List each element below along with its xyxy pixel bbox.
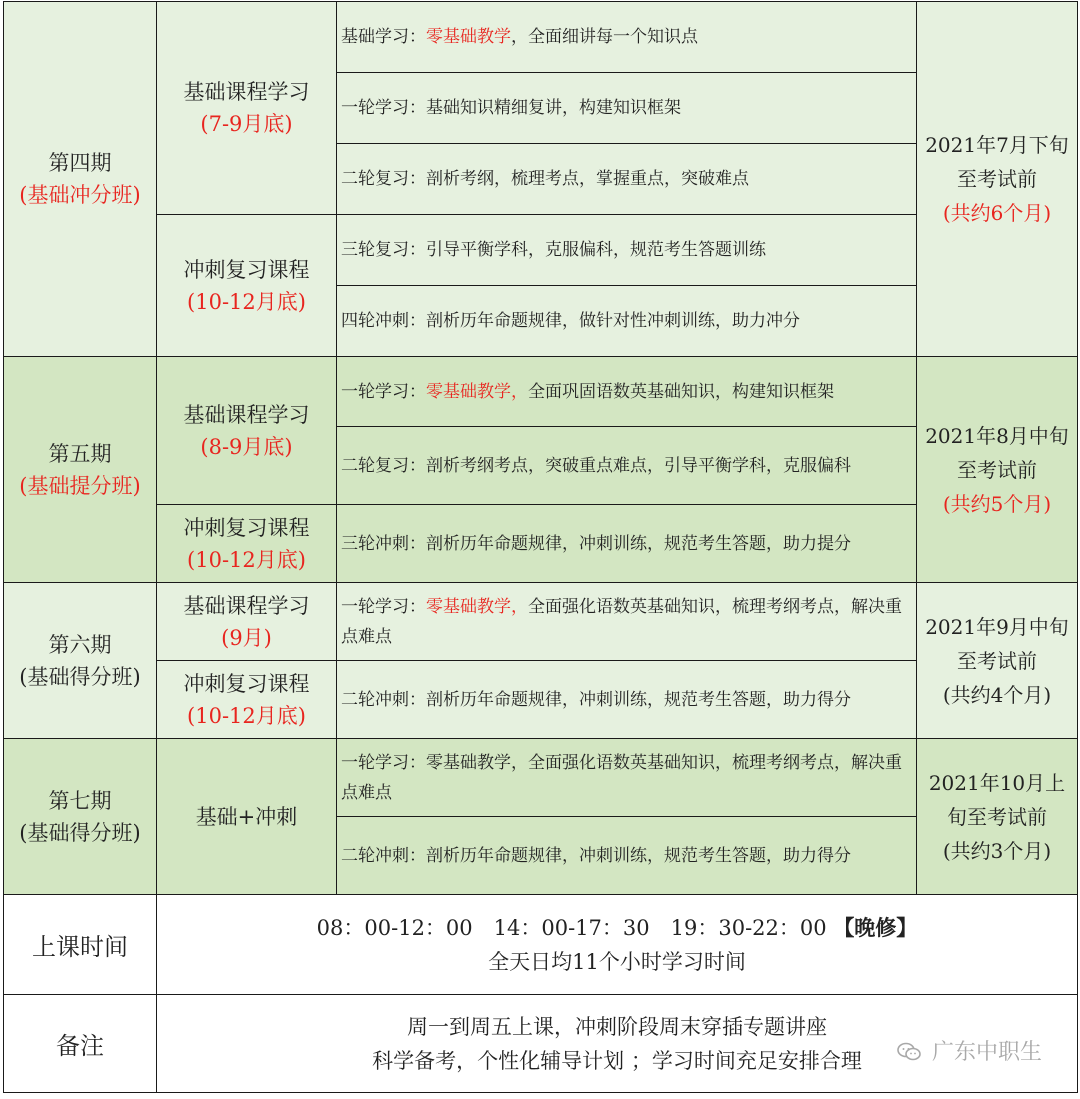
period-4-type: (基础冲分班) <box>19 183 141 207</box>
course-label: 基础课程学习 <box>183 402 310 427</box>
time-start: 2021年8月中旬 <box>925 423 1069 448</box>
time-end: 至考试前 <box>957 648 1037 673</box>
notes-line-2: 科学备考，个性化辅导计划 ；学习时间充足安排合理 <box>372 1048 862 1073</box>
period-7-course <box>157 739 337 895</box>
period-6-type: (基础得分班) <box>19 664 141 689</box>
wechat-icon <box>897 1040 928 1065</box>
detail-text: 全面巩固语数英基础知识，构建知识框架 <box>528 381 834 402</box>
time-duration: (共约5个月) <box>942 491 1052 516</box>
schedule-content <box>157 895 1078 995</box>
time-end: 旬至考试前 <box>947 804 1047 829</box>
period-5-name: 第五期 <box>48 441 112 466</box>
period-5-type: (基础提分班) <box>19 473 141 498</box>
time-start: 2021年9月中旬 <box>925 614 1069 639</box>
period-4-cell <box>4 2 157 357</box>
period-4-name: 第四期 <box>48 151 112 175</box>
course-months: (10-12月底) <box>187 703 306 728</box>
detail-highlight: 零基础教学， <box>426 596 528 617</box>
period-6-name: 第六期 <box>48 632 112 657</box>
course-label: 基础课程学习 <box>183 593 310 618</box>
period-7-cell <box>4 739 157 895</box>
time-start: 2021年10月上 <box>928 770 1066 795</box>
period-4-detail-2: 一轮学习：基础知识精细复讲，构建知识框架 <box>337 73 917 144</box>
period-5-basic-course <box>157 357 337 505</box>
period-4-detail-1 <box>337 2 917 73</box>
course-label: 基础+冲刺 <box>195 804 298 829</box>
period-4-detail-5: 四轮冲刺：剖析历年命题规律，做针对性冲刺训练，助力冲分 <box>337 286 917 357</box>
period-7-detail-1: 一轮学习：零基础教学，全面强化语数英基础知识，梳理考纲考点，解决重点难点 <box>337 739 917 817</box>
time-duration: (共约4个月) <box>942 682 1052 707</box>
evening-study-tag: 【晚修】 <box>833 914 918 940</box>
period-5-detail-2: 二轮复习：剖析考纲考点，突破重点难点，引导平衡学科，克服偏科 <box>337 427 917 505</box>
period-7-name: 第七期 <box>48 788 112 813</box>
course-months: (8-9月底) <box>200 434 293 459</box>
detail-text: 全面强化语数英基础知识，梳理考纲考点，解决重点难点 <box>341 596 902 647</box>
watermark-text: 广东中职生 <box>931 1040 1042 1065</box>
time-end: 至考试前 <box>957 167 1037 191</box>
period-5-cell <box>4 357 157 583</box>
time-start: 2021年7月下旬 <box>925 133 1069 157</box>
course-months: (7-9月底) <box>200 112 293 136</box>
time-end: 至考试前 <box>957 457 1037 482</box>
course-months: (9月) <box>221 625 272 650</box>
course-label: 冲刺复习课程 <box>183 515 310 540</box>
period-5-time <box>917 357 1078 583</box>
period-5-sprint-course <box>157 505 337 583</box>
time-duration: (共约6个月) <box>942 201 1052 225</box>
period-4-detail-4: 三轮复习：引导平衡学科，克服偏科，规范考生答题训练 <box>337 215 917 286</box>
period-6-time <box>917 583 1078 739</box>
period-4-detail-3: 二轮复习：剖析考纲，梳理考点，掌握重点，突破难点 <box>337 144 917 215</box>
schedule-hours: 08：00-12：00 14：00-17：30 19：30-22：00 <box>316 915 827 940</box>
detail-prefix: 基础学习： <box>341 27 426 47</box>
period-6-sprint-course <box>157 661 337 739</box>
period-7-detail-2: 二轮冲刺：剖析历年命题规律，冲刺训练，规范考生答题，助力得分 <box>337 817 917 895</box>
notes-label: 备注 <box>4 995 157 1093</box>
schedule-line-2: 全天日均11个小时学习时间 <box>488 949 746 974</box>
time-duration: (共约3个月) <box>942 838 1052 863</box>
period-4-basic-course <box>157 2 337 215</box>
schedule-line-1 <box>157 911 1077 945</box>
detail-highlight: 零基础教学 <box>426 27 511 47</box>
course-label: 冲刺复习课程 <box>183 257 310 282</box>
period-6-basic-course <box>157 583 337 661</box>
course-months: (10-12月底) <box>187 289 306 314</box>
course-label: 基础课程学习 <box>183 80 310 104</box>
period-6-cell <box>4 583 157 739</box>
notes-line-1: 周一到周五上课，冲刺阶段周末穿插专题讲座 <box>407 1014 827 1039</box>
detail-text: ，全面细讲每一个知识点 <box>511 27 698 47</box>
period-4-sprint-course <box>157 215 337 357</box>
schedule-label: 上课时间 <box>4 895 157 995</box>
period-7-type: (基础得分班) <box>19 820 141 845</box>
period-5-detail-1 <box>337 357 917 427</box>
course-schedule-table <box>3 1 1078 1093</box>
detail-highlight: 零基础教学， <box>426 381 528 402</box>
period-5-detail-3: 三轮冲刺：剖析历年命题规律，冲刺训练，规范考生答题，助力提分 <box>337 505 917 583</box>
detail-prefix: 一轮学习： <box>341 381 426 402</box>
period-7-time <box>917 739 1078 895</box>
period-4-time <box>917 2 1078 357</box>
course-months: (10-12月底) <box>187 547 306 572</box>
watermark <box>897 1035 1042 1066</box>
course-label: 冲刺复习课程 <box>183 671 310 696</box>
period-6-detail-2: 二轮冲刺：剖析历年命题规律，冲刺训练，规范考生答题，助力得分 <box>337 661 917 739</box>
detail-prefix: 一轮学习： <box>341 596 426 617</box>
period-6-detail-1 <box>337 583 917 661</box>
